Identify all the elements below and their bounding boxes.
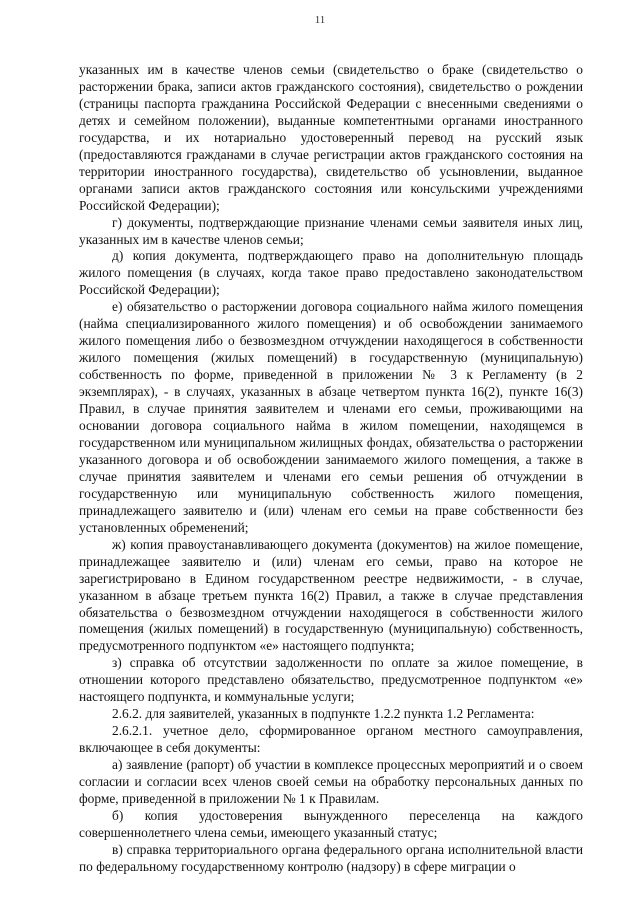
paragraph-clause-2-6-2-1: 2.6.2.1. учетное дело, сформированное органом местного самоуправления, включающее в себя документы:: [79, 723, 583, 756]
paragraph-item-d: д) копия документа, подтверждающего право на дополнительную площадь жилого помещения (в случаях, когда такое право предоставлено законодательством Российской Федерации);: [79, 248, 583, 298]
paragraph-item-g: г) документы, подтверждающие признание членами семьи заявителя иных лиц, указанных им в качестве членов семьи;: [79, 214, 583, 247]
paragraph-item-b: б) копия удостоверения вынужденного переселенца на каждого совершеннолетнего члена семьи, имеющего указанный статус;: [79, 807, 583, 840]
paragraph-continuation: указанных им в качестве членов семьи (свидетельство о браке (свидетельство о расторжении брака, записи актов гражданского состояния), свидетельство о рождении (страницы паспорта гражданина Российской Федерации с внесенными сведениями о детях и семейном положении), выданные компетентными органами иностранного государства, и их нотариально удостоверенный перевод на русский язык (предоставляются гражданами в случае регистрации актов гражданского состояния на территории иностранного государства), свидетельство об усыновлении, выданное органами записи актов гражданского состояния или консульскими учреждениями Российской Федерации);: [79, 62, 583, 213]
paragraph-item-v: в) справка территориального органа федерального органа исполнительной власти по федеральному государственному контролю (надзору) в сфере миграции о: [79, 841, 583, 874]
document-body: [79, 62, 583, 876]
page-number: 11: [314, 14, 326, 26]
paragraph-item-e: е) обязательство о расторжении договора социального найма жилого помещения (найма специализированного жилого помещения) и об освобождении занимаемого жилого помещения либо о безвозмездном отчуждении находящегося в собственности жилого помещения (жилых помещений) в государственную (муниципальную) собственность по форме, приведенной в приложении № 3 к Регламенту (в 2 экземплярах), - в случаях, указанных в абзаце четвертом пункта 16(2), пункте 16(3) Правил, в случае принятия заявителем и членами его семьи, проживающими на основании договора социального найма в жилом помещении, находящемся в государственном или муниципальном жилищных фондах, обязательства о расторжении указанного договора и об освобождении занимаемого жилого помещения, а также в случае принятия заявителем и членами его семьи решения об отчуждении в государственную или муниципальную собственность жилого помещения, принадлежащего заявителю и (или) членам его семьи на праве собственности без установленных обременений;: [79, 299, 583, 535]
paragraph-item-zh: ж) копия правоустанавливающего документа (документов) на жилое помещение, принадлежащее заявителю и (или) членам его семьи, право на которое не зарегистрировано в Едином государственном реестре недвижимости, - в случае, указанном в абзаце третьем пункта 16(2) Правил, а также в случае представления обязательства о безвозмездном отчуждении находящегося в собственности жилого помещения (жилых помещений) в государственную (муниципальную) собственность, предусмотренного подпунктом «е» настоящего подпункта;: [79, 536, 583, 654]
paragraph-item-z: з) справка об отсутствии задолженности по оплате за жилое помещение, в отношении которого представлено обязательство, предусмотренное подпунктом «е» настоящего подпункта, и коммунальные услуги;: [79, 655, 583, 705]
paragraph-item-a: а) заявление (рапорт) об участии в комплексе процессных мероприятий и о своем согласии и согласии всех членов своей семьи на обработку персональных данных по форме, приведенной в приложении № 1 к Правилам.: [79, 757, 583, 806]
paragraph-clause-2-6-2: 2.6.2. для заявителей, указанных в подпункте 1.2.2 пункта 1.2 Регламента:: [112, 706, 535, 722]
